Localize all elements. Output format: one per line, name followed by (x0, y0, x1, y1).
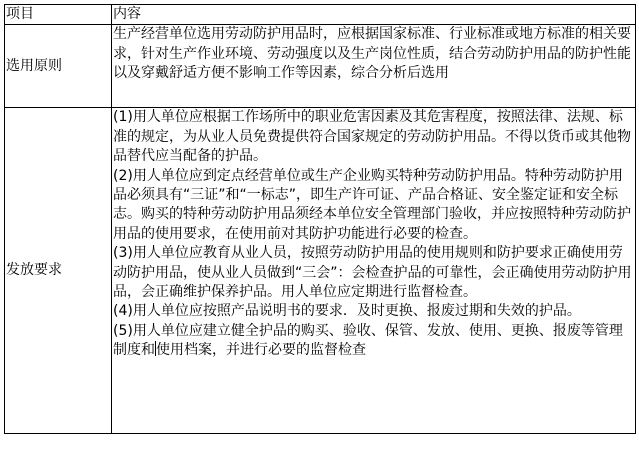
requirement-item-1: (1)用人单位应根据工作场所中的职业危害因素及其危害程度，按照法律、法规、标准的规定，为从业人员免费提供符合国家规定的劳动防护用品。不得以货币或其他物品替代应当配备的护品。 (113, 109, 631, 165)
row-content-selection-principle[interactable]: 生产经营单位选用劳动防护用品时，应根据国家标准、行业标准或地方标准的相关要求，针对生产作业环境、劳动强度以及生产岗位性质，结合劳动防护用品的防护性能以及穿戴舒适方便不影响工作等因素，综合分析后选用 (112, 25, 636, 108)
header-cell-content[interactable]: 内容 (112, 5, 636, 25)
table-header-row (5, 5, 636, 25)
table-row (5, 25, 636, 108)
requirement-item-5-part-1: (5)用人单位应建立健全护品的购买、验收、保管、发放、使用、更换、报废等管理制度和 (113, 322, 623, 359)
requirement-item-4: (4)用人单位应按照产品说明书的要求．及时更换、报废过期和失效的护品。 (113, 303, 581, 320)
requirement-item-5-part-2: 使用档案，并进行必要的监督检查 (156, 342, 366, 359)
row-label-selection-principle[interactable]: 选用原则 (5, 25, 112, 108)
table-row (5, 108, 636, 434)
row-content-issuance-requirements[interactable] (112, 108, 636, 434)
row-label-issuance-requirements[interactable]: 发放要求 (5, 108, 112, 434)
header-cell-item[interactable]: 项目 (5, 5, 112, 25)
requirement-item-5 (113, 322, 633, 361)
requirements-table (4, 4, 636, 434)
requirement-item-2: (2)用人单位应到定点经营单位或生产企业购买特种劳动防护用品。特种劳动防护用品必须具有“三证”和“一标志”，即生产许可证、产品合格证、安全鉴定证和安全标志。购买的特种劳动防护用品须经本单位安全管理部门验收，并应按照特种劳动防护用品的使用要求，在使用前对其防护功能进行必要的检查。 (113, 167, 631, 242)
requirement-item-3: (3)用人单位应教育从业人员，按照劳动防护用品的使用规则和防护要求正确使用劳动防护用品，使从业人员做到“三会”：会检查护品的可靠性，会正确使用劳动防护用品，会正确维护保养护品。用人单位应定期进行监督检查。 (113, 245, 632, 301)
